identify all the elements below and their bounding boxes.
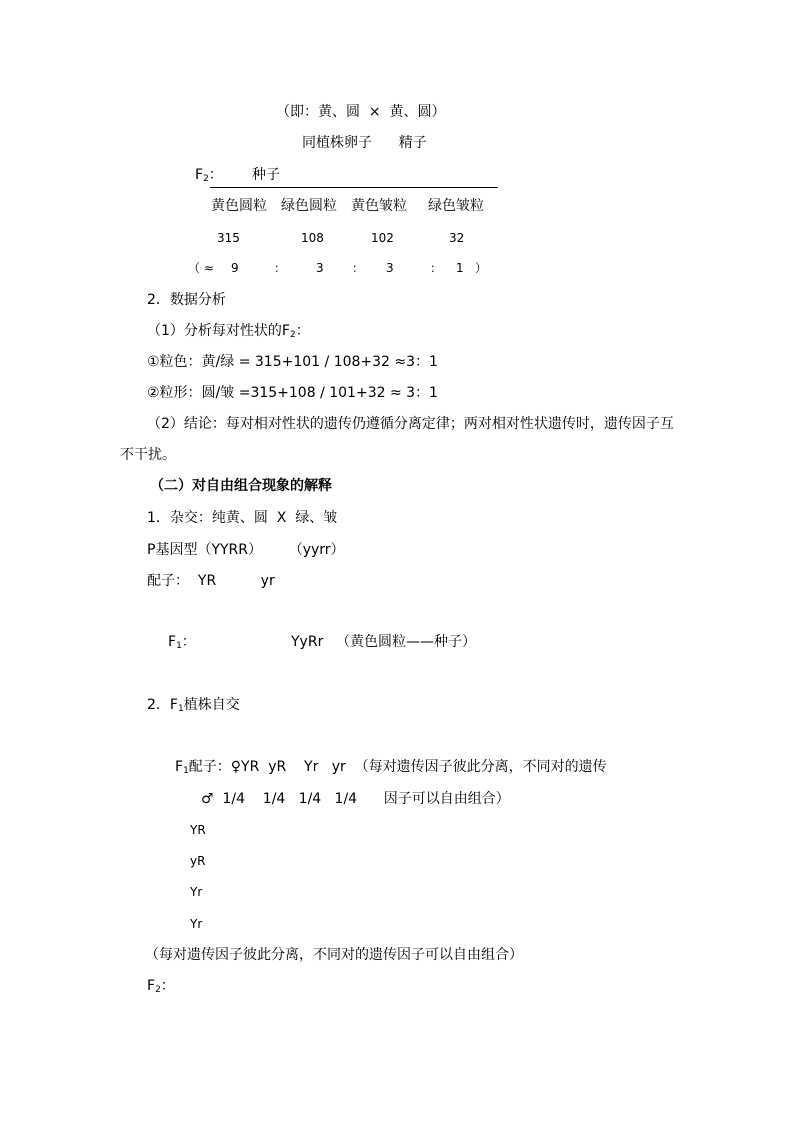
f1-phenotype: （黄色圆粒——种子）	[336, 634, 476, 650]
table-rule	[210, 187, 498, 188]
header-yellow-wrinkled: 黄色皱粒	[351, 198, 407, 214]
parents-labels: 同植株卵子 精子	[302, 135, 427, 151]
seed-label: 种子	[252, 167, 280, 183]
section-heading: （二）对自由组合现象的解释	[150, 478, 332, 494]
female-gametes-prefix: F	[175, 759, 184, 775]
ratio-value-1: 9	[231, 261, 239, 275]
sub-1-sub: 2	[289, 330, 296, 340]
cross-header: （即：黄、圆 × 黄、圆）	[276, 104, 446, 120]
shape-ratio-line: ②粒形：圆/皱 =315+108 / 101+32 ≈ 3：1	[147, 385, 438, 401]
sub-1-heading	[147, 322, 310, 344]
male-gametes-line: ♂ 1/4 1/4 1/4 1/4 因子可以自由组合）	[201, 791, 510, 807]
f1-label-suffix: ：	[181, 634, 196, 650]
selfing-prefix: 2．F	[147, 697, 178, 713]
count-yellow-wrinkled: 102	[371, 231, 394, 245]
sub-1-suffix: ：	[295, 323, 310, 339]
conclusion-line-2: 不干扰。	[120, 447, 176, 463]
selfing-heading	[147, 696, 240, 718]
f2-label-prefix: F	[195, 167, 204, 183]
ratio-value-2: 3	[316, 261, 324, 275]
female-gametes-text: 配子：♀YR yR Yr yr （每对遗传因子彼此分离，不同对的遗传	[188, 759, 607, 775]
ratio-open: （ ≈	[188, 261, 214, 275]
female-gametes-line	[175, 758, 607, 780]
ratio-value-4: 1	[456, 261, 464, 275]
f2-bottom-label	[147, 977, 175, 999]
f1-label-prefix: F	[168, 634, 177, 650]
p-genotype-line: P基因型（YYRR） （yyrr）	[147, 542, 345, 558]
male-gamete-1: YR	[190, 823, 206, 837]
sub-1-prefix: （1）分析每对性状的F	[147, 323, 290, 339]
segregation-note: （每对遗传因子彼此分离，不同对的遗传因子可以自由组合）	[145, 947, 523, 963]
header-yellow-round: 黄色圆粒	[211, 198, 267, 214]
male-gamete-2: yR	[190, 854, 206, 868]
f2-bottom-prefix: F	[147, 978, 156, 994]
section-2-title: 2．数据分析	[147, 292, 226, 308]
cross-line: 1．杂交：纯黄、圆 X 绿、皱	[147, 510, 338, 526]
male-gamete-4: Yr	[190, 917, 203, 931]
color-ratio-line: ①粒色：黄/绿 = 315+101 / 108+32 ≈3：1	[147, 354, 438, 370]
f1-genotype: YyRr	[291, 634, 324, 650]
female-gametes-sub: 1	[183, 766, 189, 776]
f1-label	[168, 633, 196, 655]
count-yellow-round: 315	[217, 231, 240, 245]
f2-label-sub: 2	[203, 174, 209, 184]
male-gamete-3: Yr	[190, 885, 203, 899]
ratio-sep-3: ：	[430, 261, 443, 275]
f2-label	[195, 166, 223, 188]
f2-label-suffix: ：	[208, 167, 223, 183]
gametes-line: 配子： YR yr	[147, 573, 275, 589]
conclusion-line-1: （2）结论：每对相对性状的遗传仍遵循分离定律；两对相对性状遗传时，遗传因子互	[147, 416, 674, 432]
count-green-round: 108	[301, 231, 324, 245]
selfing-suffix: 植株自交	[183, 697, 240, 713]
f2-bottom-sub: 2	[155, 985, 161, 995]
ratio-sep-2: ：	[352, 261, 365, 275]
ratio-close: ）	[475, 261, 488, 275]
ratio-sep-1: ：	[274, 261, 287, 275]
selfing-sub: 1	[177, 704, 184, 714]
header-green-wrinkled: 绿色皱粒	[428, 198, 484, 214]
ratio-value-3: 3	[386, 261, 394, 275]
header-green-round: 绿色圆粒	[281, 198, 337, 214]
count-green-wrinkled: 32	[449, 231, 465, 245]
f1-label-sub: 1	[176, 641, 182, 651]
f2-bottom-suffix: ：	[160, 978, 175, 994]
